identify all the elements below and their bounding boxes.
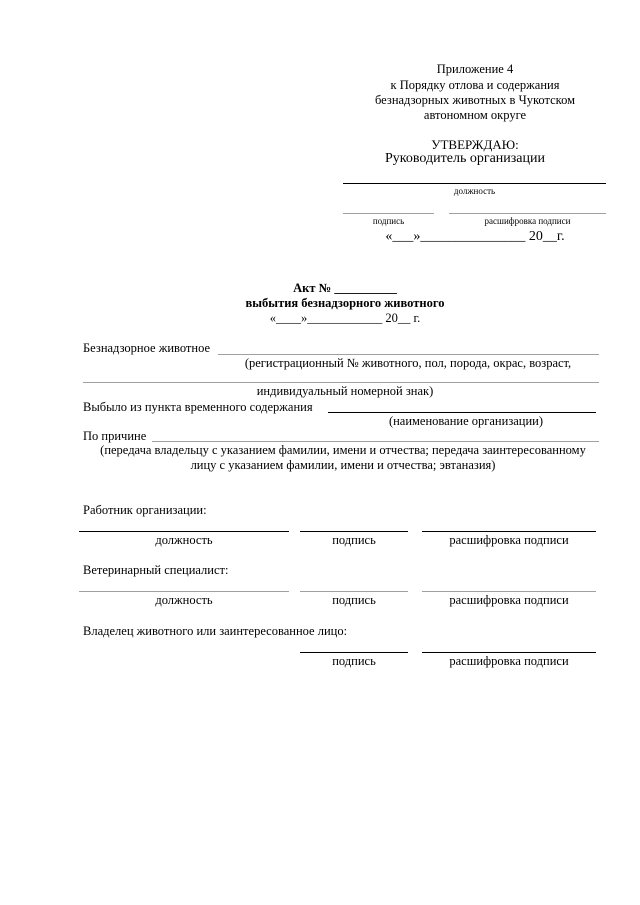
animal-label: Безнадзорное животное <box>83 341 211 355</box>
act-title: Акт № __________ <box>293 281 397 295</box>
approve-date: «___»_______________ 20__г. <box>385 229 565 244</box>
departed-label: Выбыло из пункта временного содержания <box>83 400 313 414</box>
owner-decoding-line[interactable] <box>422 652 596 653</box>
worker-position-caption: должность <box>155 533 213 547</box>
departed-hint: (наименование организации) <box>388 414 544 428</box>
vet-position-caption: должность <box>155 593 213 607</box>
approve-signature-line <box>343 213 434 214</box>
animal-input-line[interactable] <box>218 354 599 355</box>
approve-role: Руководитель организации <box>385 151 545 166</box>
worker-decoding-line[interactable] <box>422 531 596 532</box>
owner-signature-line[interactable] <box>300 652 408 653</box>
vet-decoding-caption: расшифровка подписи <box>449 593 569 607</box>
reason-input-line[interactable] <box>152 441 599 442</box>
reason-hint-2: лицу с указанием фамилии, имени и отчества; эвтаназия) <box>190 458 496 472</box>
animal-input-line-2[interactable] <box>83 382 599 383</box>
reason-hint-1: (передача владельцу с указанием фамилии, имени и отчества; передача заинтересованному <box>100 443 586 457</box>
owner-signature-caption: подпись <box>332 654 376 668</box>
vet-signature-caption: подпись <box>332 593 376 607</box>
vet-label: Ветеринарный специалист: <box>83 563 229 577</box>
worker-signature-caption: подпись <box>332 533 376 547</box>
animal-hint-1: (регистрационный № животного, пол, порода, окрас, возраст, <box>244 356 572 370</box>
worker-position-line[interactable] <box>79 531 289 532</box>
vet-position-line[interactable] <box>79 591 289 592</box>
approve-title: УТВЕРЖДАЮ: <box>431 137 519 152</box>
act-subtitle: выбытия безнадзорного животного <box>245 296 445 310</box>
worker-decoding-caption: расшифровка подписи <box>449 533 569 547</box>
owner-label: Владелец животного или заинтересованное лицо: <box>83 624 348 638</box>
vet-signature-line[interactable] <box>300 591 408 592</box>
appendix-line-4: автономном округе <box>423 108 527 122</box>
approve-decoding-line <box>449 213 606 214</box>
owner-decoding-caption: расшифровка подписи <box>449 654 569 668</box>
appendix-line-3: безнадзорных животных в Чукотском <box>374 93 575 107</box>
vet-decoding-line[interactable] <box>422 591 596 592</box>
act-date: «____»____________ 20__ г. <box>269 311 421 325</box>
approve-signature-caption: подпись <box>372 216 405 226</box>
approve-position-caption: должность <box>453 186 496 196</box>
animal-hint-2: индивидуальный номерной знак) <box>256 384 434 398</box>
appendix-line-2: к Порядку отлова и содержания <box>390 78 560 92</box>
appendix-line-1: Приложение 4 <box>436 62 514 76</box>
approve-decoding-caption: расшифровка подписи <box>484 216 571 226</box>
reason-label: По причине <box>83 429 147 443</box>
departed-input-line[interactable] <box>328 412 596 413</box>
approve-position-line <box>343 183 606 184</box>
worker-label: Работник организации: <box>83 503 207 517</box>
worker-signature-line[interactable] <box>300 531 408 532</box>
